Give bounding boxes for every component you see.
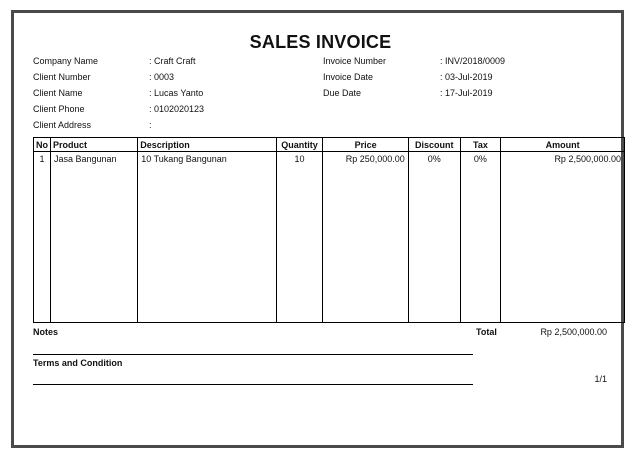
header-no: No <box>34 138 51 152</box>
row-quantity: 10 <box>276 152 323 170</box>
invoice-date-value: : 03-Jul-2019 <box>440 72 493 82</box>
header-discount: Discount <box>408 138 460 152</box>
header-price: Price <box>323 138 408 152</box>
row-discount: 0% <box>408 152 460 170</box>
terms-divider <box>33 384 473 385</box>
total-label: Total <box>476 327 497 337</box>
invoice-sheet <box>11 10 624 448</box>
due-date-label: Due Date <box>323 88 362 98</box>
row-description: 10 Tukang Bangunan <box>138 152 276 170</box>
notes-divider <box>33 354 473 355</box>
client-name-label: Client Name <box>33 88 83 98</box>
client-address-label: Client Address <box>33 120 92 130</box>
page-number: 1/1 <box>594 374 607 384</box>
header-tax: Tax <box>460 138 501 152</box>
header-description: Description <box>138 138 276 152</box>
row-price: Rp 250,000.00 <box>323 152 408 170</box>
company-name-value: : Craft Craft <box>149 56 196 66</box>
invoice-title: SALES INVOICE <box>249 32 392 52</box>
client-number-value: : 0003 <box>149 72 175 82</box>
row-no: 1 <box>34 152 51 170</box>
header-amount: Amount <box>501 138 625 152</box>
invoice-number-value: : INV/2018/0009 <box>440 56 506 66</box>
row-amount: Rp 2,500,000.00 <box>501 152 625 170</box>
client-name-value: : Lucas Yanto <box>149 88 204 98</box>
invoice-number-label: Invoice Number <box>323 56 387 66</box>
terms-label: Terms and Condition <box>33 358 123 368</box>
header-quantity: Quantity <box>276 138 323 152</box>
table-filler-row <box>34 169 625 323</box>
table-header-row <box>34 138 625 152</box>
notes-label: Notes <box>33 327 59 337</box>
items-table <box>33 137 625 323</box>
client-number-label: Client Number <box>33 72 91 82</box>
header-product: Product <box>51 138 138 152</box>
client-phone-value: : 0102020123 <box>149 104 205 114</box>
client-address-value: : <box>149 120 152 130</box>
invoice-date-label: Invoice Date <box>323 72 374 82</box>
company-name-label: Company Name <box>33 56 99 66</box>
client-phone-label: Client Phone <box>33 104 85 114</box>
row-product: Jasa Bangunan <box>51 152 138 170</box>
table-row <box>34 152 625 170</box>
row-tax: 0% <box>460 152 501 170</box>
total-value: Rp 2,500,000.00 <box>540 327 607 337</box>
due-date-value: : 17-Jul-2019 <box>440 88 493 98</box>
